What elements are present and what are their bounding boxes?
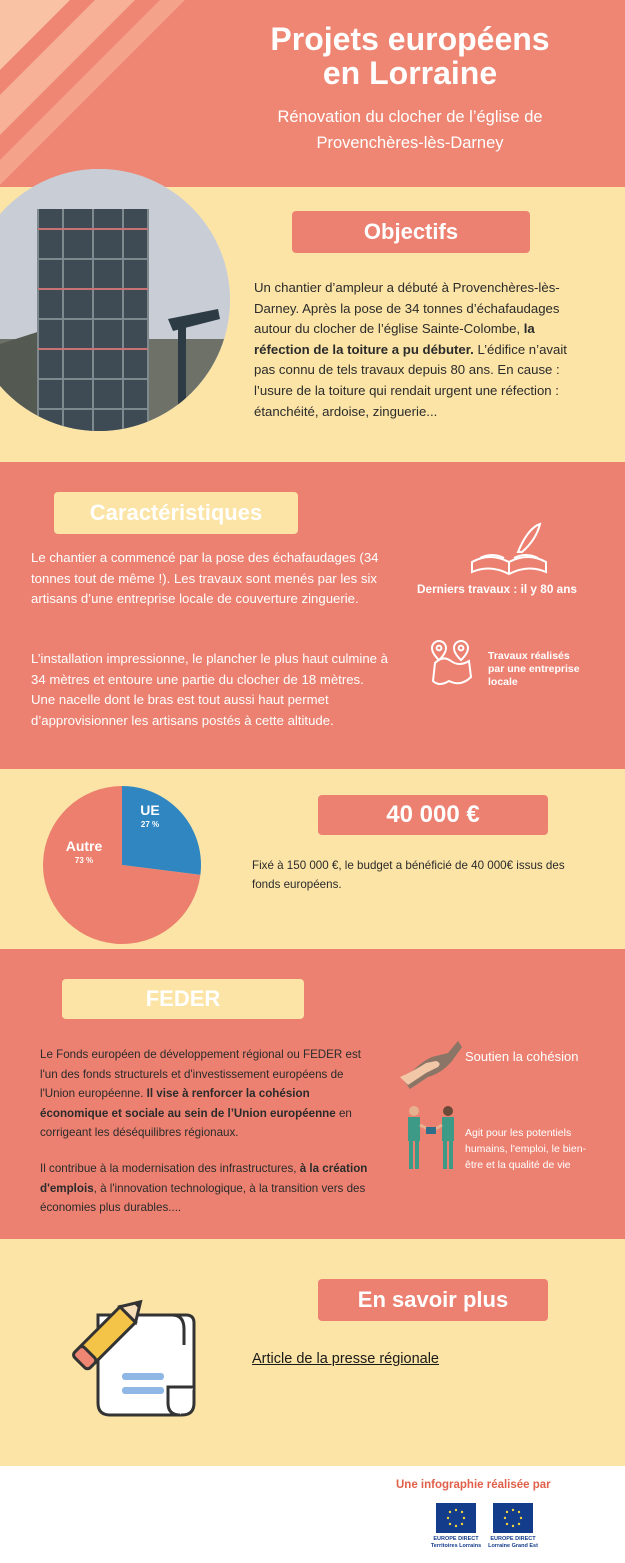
caracteristiques-paragraph-2: L’installation impressionne, le plancher le plus haut culmine à 34 mètres et entoure une partie du clocher de 18 mètres. Une nacelle dont le bras est tout aussi haut permet d’approvisionner les artisans postés à cette altitude. — [31, 651, 389, 728]
objectifs-heading: Objectifs — [292, 211, 530, 253]
pie-slice-ue — [122, 786, 201, 875]
handshake-icon — [398, 1033, 464, 1091]
open-book-quill-icon — [468, 522, 550, 578]
page-subtitle: Rénovation du clocher de l’église de Provenchères-lès-Darney — [277, 108, 543, 152]
page-title: Projets européens en Lorraine — [270, 21, 550, 91]
feder-section — [0, 949, 625, 1239]
press-article-link[interactable]: Article de la presse régionale — [252, 1351, 439, 1367]
savoir-plus-section — [0, 1239, 625, 1466]
pie-label-ue: UE — [140, 802, 160, 818]
fact-derniers-travaux: Derniers travaux : il y 80 ans — [417, 582, 577, 596]
europe-direct-logo-2 — [493, 1503, 533, 1533]
budget-amount-heading: 40 000 € — [318, 795, 548, 835]
footer-section — [0, 1466, 625, 1563]
feder-heading: FEDER — [62, 979, 304, 1019]
caracteristiques-paragraph-1: Le chantier a commencé par la pose des échafaudages (34 tonnes tout de même !). Les travaux sont menés par les six artisans d’une entreprise locale de couverture zinguerie. — [31, 550, 379, 607]
europe-direct-logo-1 — [436, 1503, 476, 1533]
budget-section — [0, 769, 625, 949]
europe-direct-logo-2-caption: EUROPE DIRECT Lorraine Grand Est — [488, 1536, 538, 1549]
header-section — [0, 0, 625, 187]
feder-point-emploi: Agit pour les potentiels humains, l'emploi, le bien-être et la qualité de vie — [465, 1127, 587, 1171]
budget-pie-chart — [42, 785, 202, 945]
europe-direct-logo-1-caption: EUROPE DIRECT Territoires Lorrains — [430, 1536, 482, 1549]
feder-paragraph-1: Le Fonds européen de développement régional ou FEDER est l'un des fonds structurels et d'investissement européens de l'Union européenne. Il vise à renforcer la cohésion économique et sociale au sein de l’Union européenne en corrigeant les déséquilibres régionaux. — [40, 1048, 361, 1139]
fact-entreprise-locale: Travaux réalisés par une entreprise locale — [488, 650, 580, 688]
business-people-icon — [400, 1103, 464, 1173]
objectifs-text: Un chantier d’ampleur a débuté à Provenchères-lès-Darney. Après la pose de 34 tonnes d’échafaudages autour du clocher de l’église Sainte-Colombe, la réfection de la toiture a pu débuter. L’édifice n’avait pas connu de tels travaux depuis 80 ans. En cause : l’usure de la toiture qui rendait urgent une réfection : étanchéité, ardoise, zinguerie... — [254, 280, 567, 419]
pie-value-ue: 27 % — [140, 820, 160, 829]
budget-text: Fixé à 150 000 €, le budget a bénéficié de 40 000€ issus des fonds européens. — [252, 859, 565, 891]
feder-point-cohesion: Soutien la cohésion — [465, 1049, 579, 1064]
feder-paragraph-2: Il contribue à la modernisation des infrastructures, à la création d'emplois, à l'innovation technologique, à la transition vers des économies plus durables.... — [40, 1162, 368, 1214]
savoir-plus-heading: En savoir plus — [318, 1279, 548, 1321]
pie-value-autre: 73 % — [74, 856, 94, 865]
map-location-icon — [425, 637, 477, 693]
pencil-document-icon — [68, 1295, 200, 1425]
footer-credit: Une infographie réalisée par — [396, 1479, 551, 1491]
caracteristiques-section — [0, 462, 625, 769]
caracteristiques-heading: Caractéristiques — [54, 492, 298, 534]
pie-label-autre: Autre — [65, 838, 103, 854]
